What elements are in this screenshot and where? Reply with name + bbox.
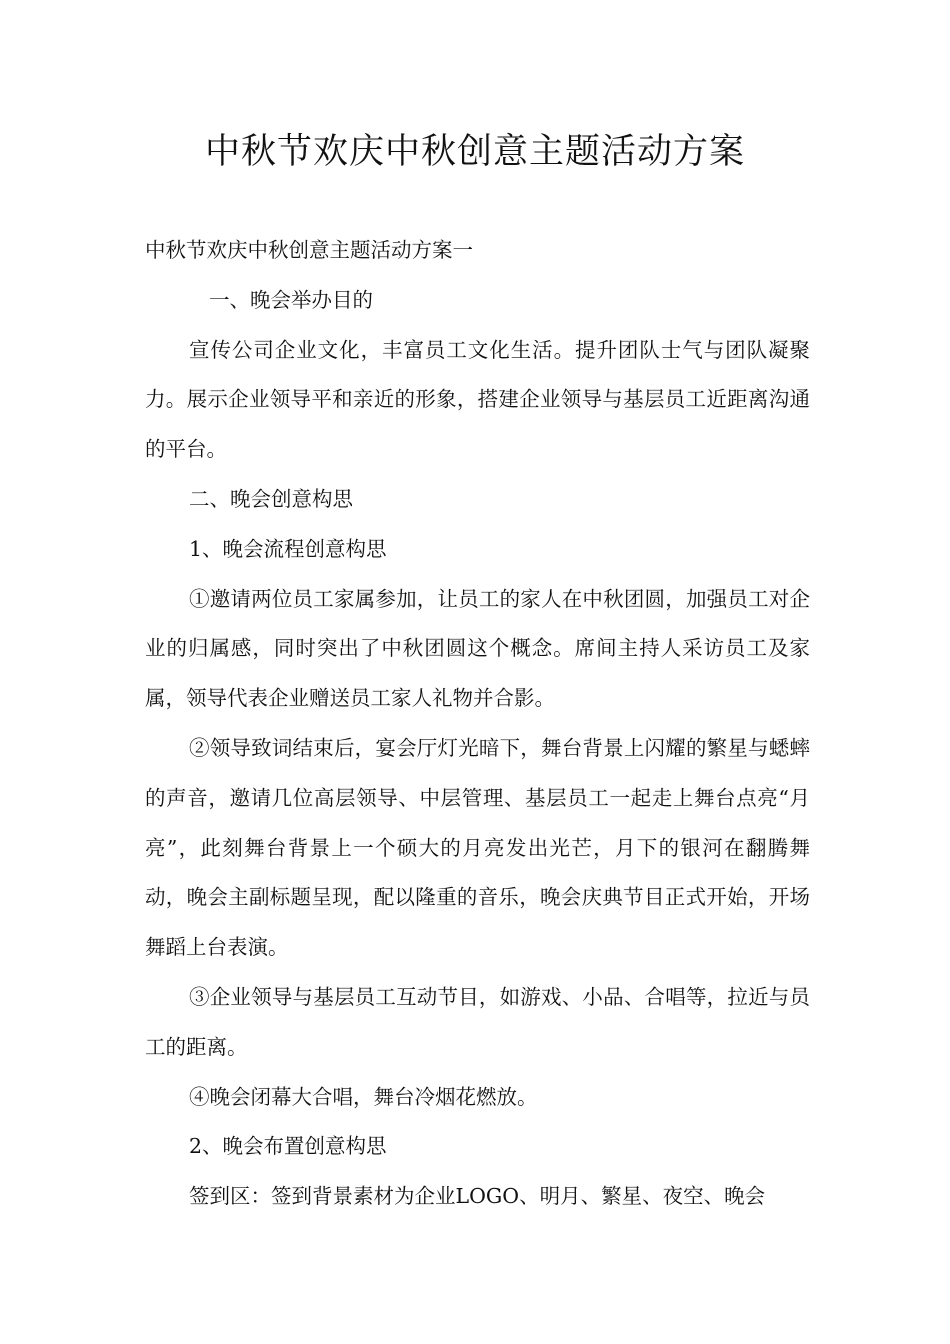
section-heading: 中秋节欢庆中秋创意主题活动方案一 (145, 238, 473, 262)
paragraph-item-2: ②领导致词结束后，宴会厅灯光暗下，舞台背景上闪耀的繁星与蟋蟀的声音，邀请几位高层领导、中层管理、基层员工一起走上舞台点亮“月亮”，此刻舞台背景上一个硕大的月亮发出光芒，月下的银河在翻腾舞动，晚会主副标题呈现，配以隆重的音乐，晚会庆典节目正式开始，开场舞蹈上台表演。 (145, 735, 810, 960)
heading-layout-concept: 2、晚会布置创意构思 (189, 1134, 387, 1159)
document-body (145, 226, 810, 1222)
paragraph-item-1: ①邀请两位员工家属参加，让员工的家人在中秋团圆，加强员工对企业的归属感，同时突出了中秋团圆这个概念。席间主持人采访员工及家属，领导代表企业赠送员工家人礼物并合影。 (145, 586, 810, 711)
heading-purpose: 一、晚会举办目的 (209, 287, 373, 312)
paragraph-item-3: ③企业领导与基层员工互动节目，如游戏、小品、合唱等，拉近与员工的距离。 (145, 984, 810, 1059)
paragraph-purpose: 宣传公司企业文化，丰富员工文化生活。提升团队士气与团队凝聚力。展示企业领导平和亲近的形象，搭建企业领导与基层员工近距离沟通的平台。 (145, 337, 810, 462)
paragraph-item-4: ④晚会闭幕大合唱，舞台冷烟花燃放。 (189, 1084, 538, 1109)
paragraph-signin-area: 签到区：签到背景素材为企业LOGO、明月、繁星、夜空、晚会 (189, 1184, 766, 1209)
heading-flow-concept: 1、晚会流程创意构思 (189, 536, 387, 561)
document-title: 中秋节欢庆中秋创意主题活动方案 (204, 132, 745, 172)
heading-creative-concept: 二、晚会创意构思 (189, 486, 353, 511)
